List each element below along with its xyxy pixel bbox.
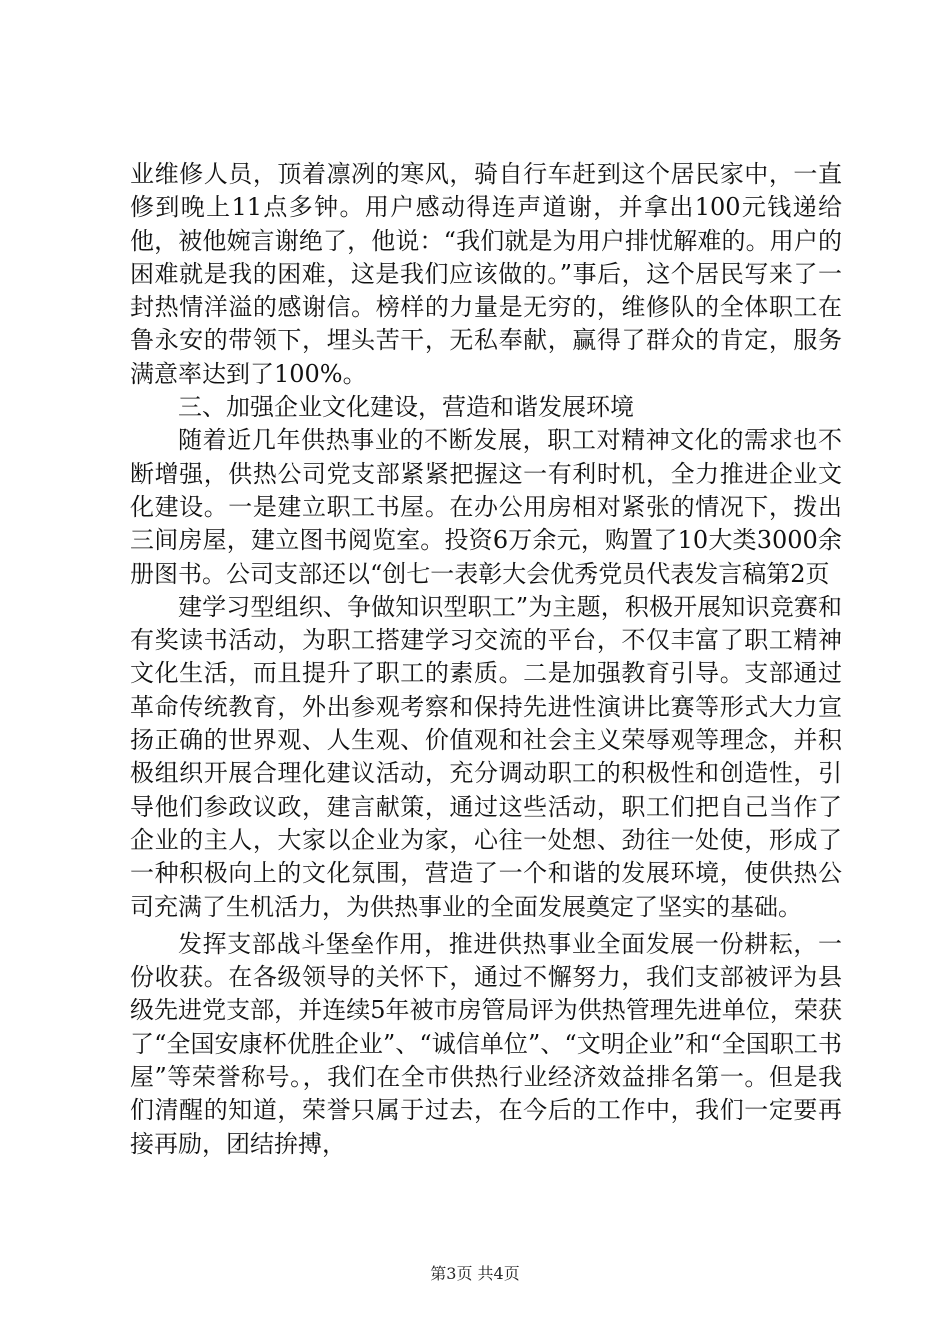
paragraph-2: 随着近几年供热事业的不断发展，职工对精神文化的需求也不断增强，供热公司党支部紧紧把握这一有利时机，全力推进企业文化建设。一是建立职工书屋。在办公用房相对紧张的情况下，拨出三间房屋，建立图书阅览室。投资6万余元，购置了10大类3000余册图书。公司支部还以“创七一表彰大会优秀党员代表发言稿第2页 xyxy=(130,426,842,588)
paragraph-3: 建学习型组织、争做知识型职工”为主题，积极开展知识竞赛和有奖读书活动，为职工搭建学习交流的平台，不仅丰富了职工精神文化生活，而且提升了职工的素质。二是加强教育引导。支部通过革命传统教育，外出参观考察和保持先进性演讲比赛等形式大力宣扬正确的世界观、人生观、价值观和社会主义荣辱观等理念，并积极组织开展合理化建议活动，充分调动职工的积极性和创造性，引导他们参政议政，建言献策，通过这些活动，职工们把自己当作了企业的主人，大家以企业为家，心往一处想、劲往一处使，形成了一种积极向上的文化氛围，营造了一个和谐的发展环境，使供热公司充满了生机活力，为供热事业的全面发展奠定了坚实的基础。 xyxy=(130,592,842,921)
page-number-footer: 第3页 共4页 xyxy=(430,1264,520,1283)
paragraph-1: 业维修人员，顶着凛冽的寒风，骑自行车赶到这个居民家中，一直修到晚上11点多钟。用户感动得连声道谢，并拿出100元钱递给他，被他婉言谢绝了，他说：“我们就是为用户排忧解难的。用户的困难就是我的困难，这是我们应该做的。”事后，这个居民写来了一封热情洋溢的感谢信。榜样的力量是无穷的，维修队的全体职工在鲁永安的带领下，埋头苦干，无私奉献，赢得了群众的肯定，服务满意率达到了100%。 xyxy=(130,160,842,388)
paragraph-4: 发挥支部战斗堡垒作用，推进供热事业全面发展一份耕耘，一份收获。在各级领导的关怀下，通过不懈努力，我们支部被评为县级先进党支部，并连续5年被市房管局评为供热管理先进单位，荣获了“全国安康杯优胜企业”、“诚信单位”、“文明企业”和“全国职工书屋”等荣誉称号。，我们在全市供热行业经济效益排名第一。但是我们清醒的知道，荣誉只属于过去，在今后的工作中，我们一定要再接再励，团结拚搏， xyxy=(130,929,842,1158)
document-body xyxy=(130,158,842,1161)
section-heading: 三、加强企业文化建设，营造和谐发展环境 xyxy=(178,393,634,422)
